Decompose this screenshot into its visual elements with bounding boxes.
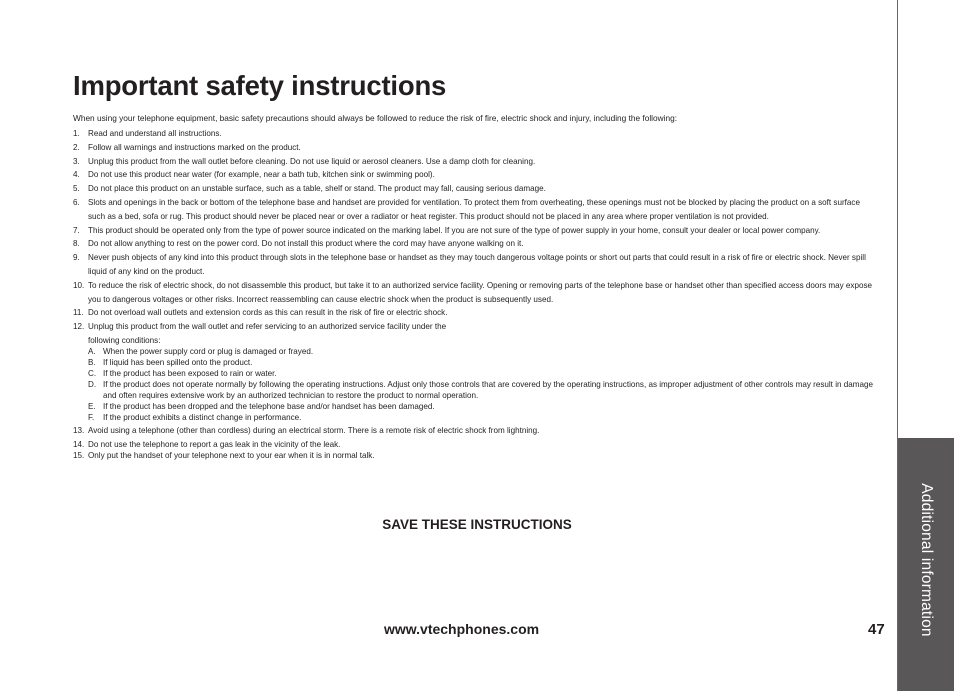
item-text: Never push objects of any kind into this product through slots in the telephone base or handset as they may touch dangerous voltage points or short out parts that could result in a risk of fire or electric shock. Never spill liquid of any kind on the product. — [88, 253, 866, 276]
condition-item — [73, 368, 873, 379]
condition-item — [73, 357, 873, 368]
safety-list — [73, 127, 873, 462]
list-item — [73, 425, 873, 436]
list-item — [73, 306, 873, 320]
page-title: Important safety instructions — [73, 70, 447, 101]
item-number: 10. — [73, 280, 85, 290]
condition-text: When the power supply cord or plug is damaged or frayed. — [103, 346, 314, 356]
item-text: Do not use this product near water (for example, near a bath tub, kitchen sink or swimming pool). — [88, 170, 435, 180]
website-link[interactable]: www.vtechphones.com — [384, 621, 540, 637]
item-text: Unplug this product from the wall outlet and refer servicing to an authorized service facility under the — [88, 322, 447, 332]
item-text: Do not allow anything to rest on the power cord. Do not install this product where the cord may have anyone walking on it. — [88, 239, 524, 249]
item-number: 8. — [73, 239, 80, 249]
list-item — [73, 224, 873, 238]
item-text: Follow all warnings and instructions marked on the product. — [88, 142, 301, 152]
item-number: 11. — [73, 308, 84, 318]
item-text: Do not overload wall outlets and extension cords as this can result in the risk of fire or electric shock. — [88, 308, 448, 318]
item-number: 12. — [73, 322, 85, 332]
item-number: 3. — [73, 156, 80, 166]
item-number: 13. — [73, 425, 85, 435]
condition-item — [73, 412, 873, 423]
item-text: Read and understand all instructions. — [88, 129, 222, 138]
item-text: To reduce the risk of electric shock, do not disassemble this product, but take it to an authorized service facility. Opening or removing parts of the telephone base or handset other than specified access doors may expose you to dangerous voltages or other risks. Incorrect reassembling can cause electric shock when the product is subsequently used. — [88, 280, 873, 304]
list-item — [73, 279, 873, 307]
intro-text: When using your telephone equipment, basic safety precautions should always be followed to reduce the risk of fire, electric shock and injury, including the following: — [73, 113, 678, 123]
condition-letter: D. — [88, 379, 97, 389]
condition-text: If the product exhibits a distinct change in performance. — [103, 412, 302, 422]
list-item — [73, 182, 873, 196]
save-instructions-heading: SAVE THESE INSTRUCTIONS — [382, 517, 572, 532]
section-tab-label: Additional information — [918, 483, 935, 637]
list-item — [73, 141, 873, 155]
item-text: Unplug this product from the wall outlet before cleaning. Do not use liquid or aerosol cleaners. Use a damp cloth for cleaning. — [88, 156, 536, 166]
item-number: 2. — [73, 142, 80, 152]
list-item — [73, 196, 873, 224]
section-side-tab — [897, 0, 954, 691]
condition-text: If liquid has been spilled onto the product. — [103, 357, 253, 367]
condition-text: If the product does not operate normally by following the operating instructions. Adjust only those controls that are covered by the operating instructions, as improper adjustment of other controls may result in damage and often requires extensive work by an authorized technician to restore the product to normal operation. — [103, 379, 873, 400]
item-number: 9. — [73, 253, 80, 263]
condition-letter: E. — [88, 401, 96, 411]
list-item — [73, 251, 873, 279]
item-number: 4. — [73, 170, 80, 180]
list-item — [73, 155, 873, 169]
list-item — [73, 127, 873, 141]
condition-letter: A. — [88, 346, 96, 356]
condition-text: If the product has been exposed to rain or water. — [103, 368, 277, 378]
item-text: Do not place this product on an unstable surface, such as a table, shelf or stand. The product may fall, causing serious damage. — [88, 184, 546, 194]
list-item — [73, 439, 873, 450]
condition-letter: C. — [88, 368, 97, 378]
item-number: 14. — [73, 440, 85, 450]
item-number: 6. — [73, 197, 80, 207]
list-item — [73, 168, 873, 182]
side-tab-blank — [898, 0, 954, 438]
item-number: 1. — [73, 129, 80, 138]
condition-letter: B. — [88, 357, 96, 367]
list-item — [73, 320, 873, 346]
list-item — [73, 237, 873, 251]
item-number: 15. — [73, 451, 85, 461]
item-text: Avoid using a telephone (other than cordless) during an electrical storm. There is a remote risk of electric shock from lightning. — [88, 425, 540, 435]
item-text: Do not use the telephone to report a gas leak in the vicinity of the leak. — [88, 440, 341, 450]
condition-text: If the product has been dropped and the telephone base and/or handset has been damaged. — [103, 401, 435, 411]
item-text-continued: following conditions: — [88, 335, 161, 345]
condition-item — [73, 346, 873, 357]
item-text: Slots and openings in the back or bottom of the telephone base and handset are provided for ventilation. To protect them from overheating, these openings must not be blocked by placing the product on a soft surface such as a bed, sofa or rug. This product should never be placed near or over a radiator or heat register. This product should not be placed in any area where proper ventilation is not provided. — [88, 197, 860, 221]
item-text: Only put the handset of your telephone next to your ear when it is in normal talk. — [88, 451, 375, 461]
condition-item — [73, 401, 873, 412]
condition-item — [73, 379, 873, 401]
item-number: 5. — [73, 184, 80, 194]
item-number: 7. — [73, 225, 80, 235]
condition-letter: F. — [88, 412, 95, 422]
page-number: 47 — [868, 621, 885, 638]
list-item — [73, 450, 873, 461]
item-text: This product should be operated only from the type of power source indicated on the marking label. If you are not sure of the type of power supply in your home, consult your dealer or local power company. — [88, 225, 821, 235]
